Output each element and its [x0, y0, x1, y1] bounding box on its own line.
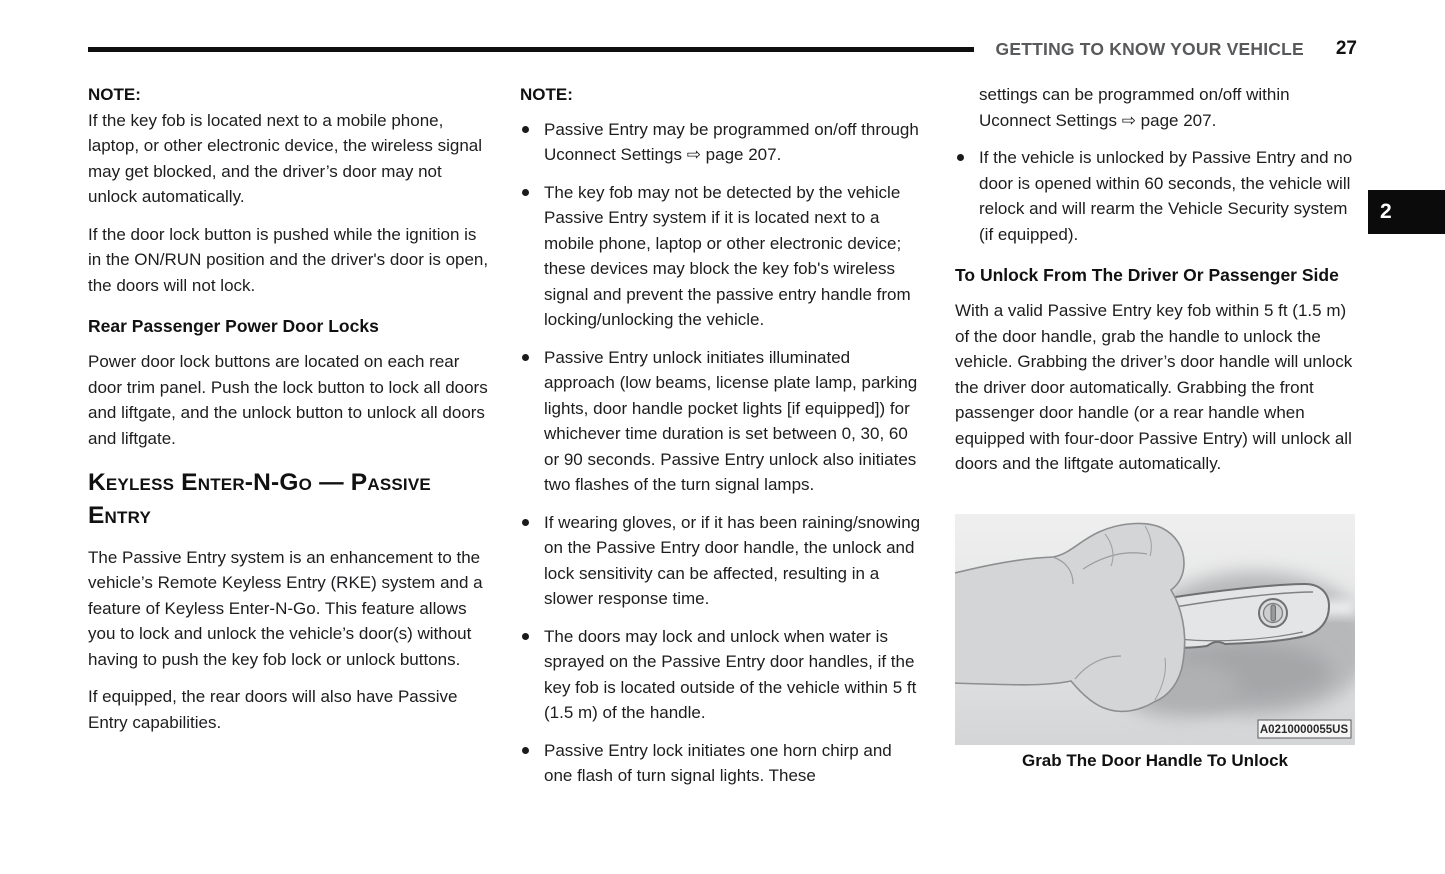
- bullet-continuation-text: settings can be programmed on/off within Uconnect Settings ⇨ page 207.: [979, 85, 1290, 130]
- bullet-item: [955, 145, 1355, 247]
- paragraph: The Passive Entry system is an enhancement to the vehicle’s Remote Keyless Entry (RKE) system and a feature of Keyless Enter-N-Go. This feature allows you to lock and unlock the vehicle’s door(s) without having to push the key fob lock or unlock buttons.: [88, 547, 483, 669]
- paragraph: Power door lock buttons are located on each rear door trim panel. Push the lock button to lock all doors and liftgate, and the unlock button to unlock all doors and liftgate.: [88, 352, 488, 448]
- bullet-item: [520, 180, 924, 333]
- bullet-icon: [957, 154, 964, 161]
- keyhole-icon: [1259, 599, 1287, 627]
- section-title: GETTING TO KNOW YOUR VEHICLE: [995, 38, 1304, 59]
- bullet-text: Passive Entry lock initiates one horn chirp and one flash of turn signal lights. These: [544, 740, 892, 785]
- bullet-item: [520, 738, 924, 789]
- subheading-rear-passenger-power-door-locks: Rear Passenger Power Door Locks: [88, 316, 379, 336]
- door-handle-illustration: [955, 514, 1355, 745]
- bullet-item: [520, 624, 924, 726]
- bullet-text: Passive Entry may be programmed on/off through Uconnect Settings ⇨ page 207.: [544, 119, 919, 164]
- figure-id-label: [1258, 720, 1351, 738]
- paragraph: If the key fob is located next to a mobile phone, laptop, or other electronic device, the wireless signal may get blocked, and the driver’s door may not unlock automatically.: [88, 110, 483, 206]
- column-middle: [520, 82, 924, 801]
- header-rule: [88, 47, 974, 52]
- page-number: 27: [1335, 38, 1357, 59]
- section-heading-keyless-enter-n-go: Keyless Enter-N-Go — Passive Entry: [88, 469, 431, 529]
- paragraph: With a valid Passive Entry key fob within 5 ft (1.5 m) of the door handle, grab the handle to unlock the vehicle. Grabbing the driver’s door handle will unlock the driver door automatically. Grabbing the front passenger door handle (or a rear handle when equipped with four-door Passive Entry) will unlock all doors and the liftgate automatically.: [955, 301, 1353, 474]
- bullet-text: If the vehicle is unlocked by Passive Entry and no door is opened within 60 seconds, the vehicle will relock and will rearm the Vehicle Security system (if equipped).: [979, 148, 1353, 244]
- bullet-text: The doors may lock and unlock when water is sprayed on the Passive Entry door handles, if the key fob is located outside of the vehicle within 5 ft (1.5 m) of the handle.: [544, 626, 917, 722]
- note-label: NOTE:: [520, 85, 573, 104]
- bullet-icon: [522, 126, 529, 133]
- chapter-tab: 2: [1368, 190, 1445, 234]
- page-header: [88, 38, 1357, 60]
- bullet-icon: [522, 519, 529, 526]
- bullet-icon: [522, 633, 529, 640]
- bullet-item: [520, 345, 924, 498]
- paragraph: If the door lock button is pushed while the ignition is in the ON/RUN position and the driver's door is open, the doors will not lock.: [88, 224, 489, 295]
- bullet-item: [520, 510, 924, 612]
- column-right: [955, 82, 1355, 489]
- figure-door-handle: [955, 514, 1355, 745]
- bullet-text: If wearing gloves, or if it has been raining/snowing on the Passive Entry door handle, the unlock and lock sensitivity can be affected, resulting in a slower response time.: [544, 512, 921, 608]
- column-left: [88, 82, 490, 747]
- bullet-text: The key fob may not be detected by the vehicle Passive Entry system if it is located next to a mobile phone, laptop or other electronic device; these devices may block the key fob's wireless signal and prevent the passive entry handle from locking/unlocking the vehicle.: [544, 182, 911, 329]
- subheading-to-unlock-driver-passenger-side: To Unlock From The Driver Or Passenger Side: [955, 265, 1339, 285]
- figure-caption: Grab The Door Handle To Unlock: [1021, 751, 1289, 770]
- note-label: NOTE:: [88, 85, 141, 104]
- bullet-icon: [522, 354, 529, 361]
- paragraph: If equipped, the rear doors will also have Passive Entry capabilities.: [88, 687, 458, 732]
- bullet-icon: [522, 747, 529, 754]
- bullet-icon: [522, 189, 529, 196]
- bullet-text: Passive Entry unlock initiates illuminated approach (low beams, license plate lamp, parking lights, door handle pocket lights [if equipped]) for whichever time duration is set between 0, 30, 60 or 90 seconds. Passive Entry unlock also initiates two flashes of the turn signal lamps.: [544, 347, 918, 494]
- svg-text:A0210000055US: A0210000055US: [1259, 724, 1349, 736]
- bullet-item: [520, 117, 924, 168]
